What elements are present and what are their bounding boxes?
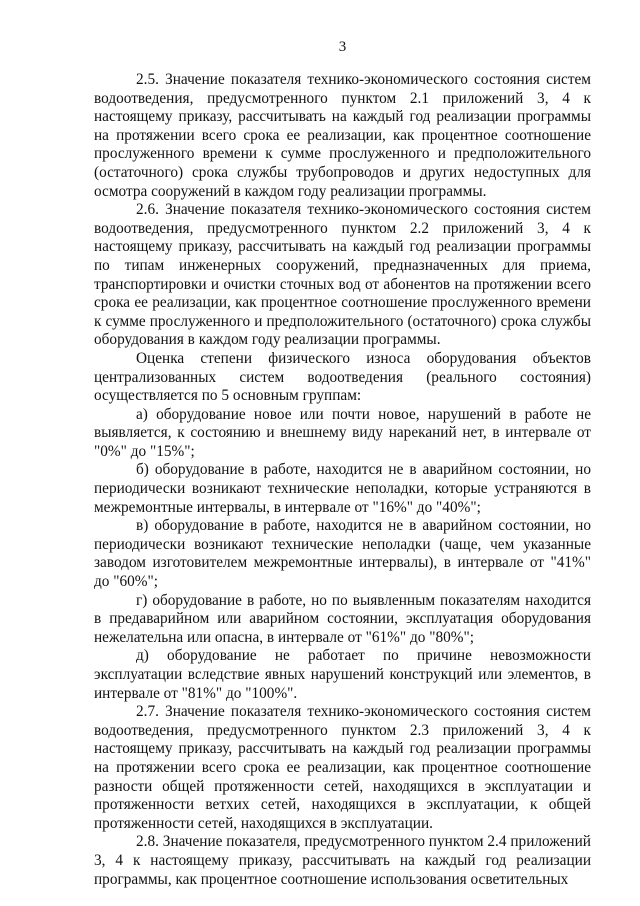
list-item-b: б) оборудование в работе, находится не в аварийном состоянии, но периодически возникают технические неполадки, которые устраняются в межремонтные интервалы, в интервале от "16%" до "40%";: [94, 461, 591, 516]
list-item-d: д) оборудование не работает по причине невозможности эксплуатации вследствие явных нарушений конструкций или элементов, в интервале от "81%" до "100%".: [94, 647, 591, 702]
paragraph-2-5: 2.5. Значение показателя технико-экономического состояния систем водоотведения, предусмотренного пунктом 2.1 приложений 3, 4 к настоящему приказу, рассчитывать на каждый год реализации программы на протяжении всего срока ее реализации, как процентное соотношение прослуженного времени к сумме прослуженного и предположительного (остаточного) срока службы трубопроводов и других недоступных для осмотра сооружений в каждом году реализации программы.: [94, 71, 591, 200]
paragraph-wear-assessment: Оценка степени физического износа оборудования объектов централизованных систем водоотведения (реального состояния) осуществляется по 5 основным группам:: [94, 349, 591, 405]
list-item-g: г) оборудование в работе, но по выявленным показателям находится в предаварийном или аварийном состоянии, эксплуатация оборудования нежелательна или опасна, в интервале от "61%" до "80%";: [94, 591, 591, 646]
paragraph-2-7: 2.7. Значение показателя технико-экономического состояния систем водоотведения, предусмотренного пунктом 2.3 приложений 3, 4 к настоящему приказу, рассчитывать на каждый год реализации программы на протяжении всего срока ее реализации, как процентное соотношение разности общей протяженности сетей, находящихся в эксплуатации и протяженности ветхих сетей, находящихся в эксплуатации, к общей протяженности сетей, находящихся в эксплуатации.: [94, 703, 591, 832]
list-item-a: а) оборудование новое или почти новое, нарушений в работе не выявляется, к состоянию и внешнему виду нареканий нет, в интервале от "0%" до "15%";: [94, 405, 591, 460]
paragraph-2-8: 2.8. Значение показателя, предусмотренного пунктом 2.4 приложений 3, 4 к настоящему приказу, рассчитывать на каждый год реализации программы, как процентное соотношение использования осветительных: [94, 833, 591, 888]
page-number: 3: [338, 39, 347, 55]
paragraph-2-6: 2.6. Значение показателя технико-экономического состояния систем водоотведения, предусмотренного пунктом 2.2 приложений 3, 4 к настоящему приказу, рассчитывать на каждый год реализации программы по типам инженерных сооружений, предназначенных для приема, транспортировки и очистки сточных вод от абонентов на протяжении всего срока ее реализации, как процентное соотношение прослуженного времени к сумме прослуженного и предположительного (остаточного) срока службы оборудования в каждом году реализации программы.: [94, 201, 591, 349]
list-item-v: в) оборудование в работе, находится не в аварийном состоянии, но периодически возникают технические неполадки (чаще, чем указанные заводом изготовителем межремонтные интервалы), в интервале от "41%" до "60%";: [94, 517, 591, 591]
